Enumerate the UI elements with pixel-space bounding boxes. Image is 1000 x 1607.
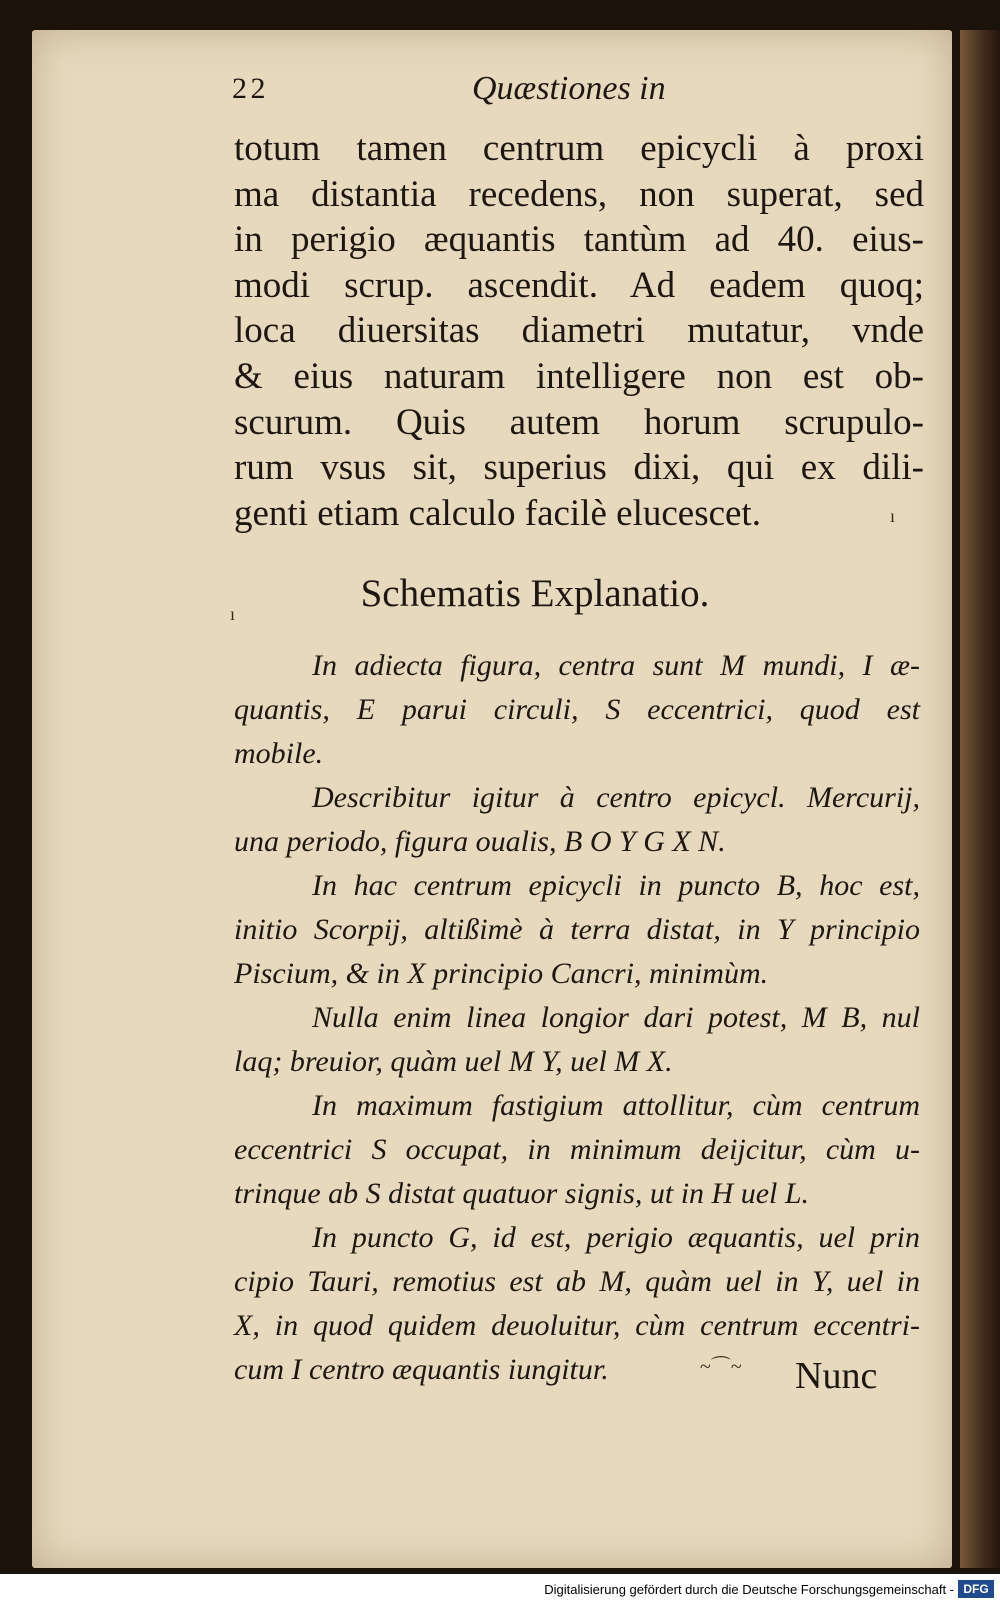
page-edge xyxy=(960,30,1000,1568)
text-line: & eius naturam intelligere non est ob- xyxy=(234,355,924,397)
text-line: loca diuersitas diametri mutatur, vnde xyxy=(234,310,924,352)
text-line: genti etiam calculo facilè elucescet. xyxy=(234,492,761,534)
explanation-line: eccentrici S occupat, in minimum deijcitur, cùm u- xyxy=(234,1133,920,1166)
text-line: scurum. Quis autem horum scrupulo- xyxy=(234,401,924,443)
explanation-line: X, in quod quidem deuoluitur, cùm centrum eccentri- xyxy=(234,1309,920,1342)
text-line: in perigio æquantis tantùm ad 40. eius- xyxy=(234,219,924,261)
page-number: 2 2 xyxy=(232,72,264,105)
explanation-line: Describitur igitur à centro epicycl. Mercurij, xyxy=(312,781,920,814)
dfg-logo: DFG xyxy=(958,1580,994,1598)
running-head: Quæstiones in xyxy=(472,70,666,107)
main-text xyxy=(234,126,924,536)
explanation-line: laq; breuior, quàm uel M Y, uel M X. xyxy=(234,1045,673,1078)
explanation-line: cipio Tauri, remotius est ab M, quàm uel in Y, uel in xyxy=(234,1265,920,1298)
stray-mark: ı xyxy=(230,604,236,624)
funding-credit: Digitalisierung gefördert durch die Deutsche Forschungsgemeinschaft - xyxy=(544,1582,954,1597)
explanation-line: In puncto G, id est, perigio æquantis, uel prin xyxy=(312,1221,920,1254)
page-header xyxy=(232,68,880,118)
explanation-line: In hac centrum epicycli in puncto B, hoc est, xyxy=(312,869,920,902)
explanation-line: Piscium, & in X principio Cancri, minimùm. xyxy=(234,957,769,990)
footer-bar xyxy=(0,1574,1000,1607)
stray-mark: ı xyxy=(890,506,896,526)
ornament-mark: ~⌒~ xyxy=(700,1356,742,1378)
catchword: Nunc xyxy=(795,1355,878,1397)
explanation-text xyxy=(234,644,920,1392)
explanation-line: una periodo, figura oualis, B O Y G X N. xyxy=(234,825,726,858)
section-title: Schematis Explanatio. xyxy=(360,572,710,615)
explanation-line: quantis, E parui circuli, S eccentrici, quod est xyxy=(234,693,920,726)
explanation-line: mobile. xyxy=(234,737,324,770)
explanation-line: In maximum fastigium attollitur, cùm centrum xyxy=(312,1089,920,1122)
explanation-line: trinque ab S distat quatuor signis, ut in H uel L. xyxy=(234,1177,810,1210)
explanation-line: cum I centro æquantis iungitur. xyxy=(234,1353,609,1386)
explanation-line: initio Scorpij, altißimè à terra distat, in Y principio xyxy=(234,913,920,946)
explanation-line: Nulla enim linea longior dari potest, M B, nul xyxy=(312,1001,920,1034)
text-line: modi scrup. ascendit. Ad eadem quoq; xyxy=(234,264,924,306)
text-line: totum tamen centrum epicycli à proxi xyxy=(234,128,924,169)
text-line: rum vsus sit, superius dixi, qui ex dili- xyxy=(234,447,924,489)
explanation-line: In adiecta figura, centra sunt M mundi, I æ- xyxy=(312,649,920,682)
text-line: ma distantia recedens, non superat, sed xyxy=(234,173,924,215)
